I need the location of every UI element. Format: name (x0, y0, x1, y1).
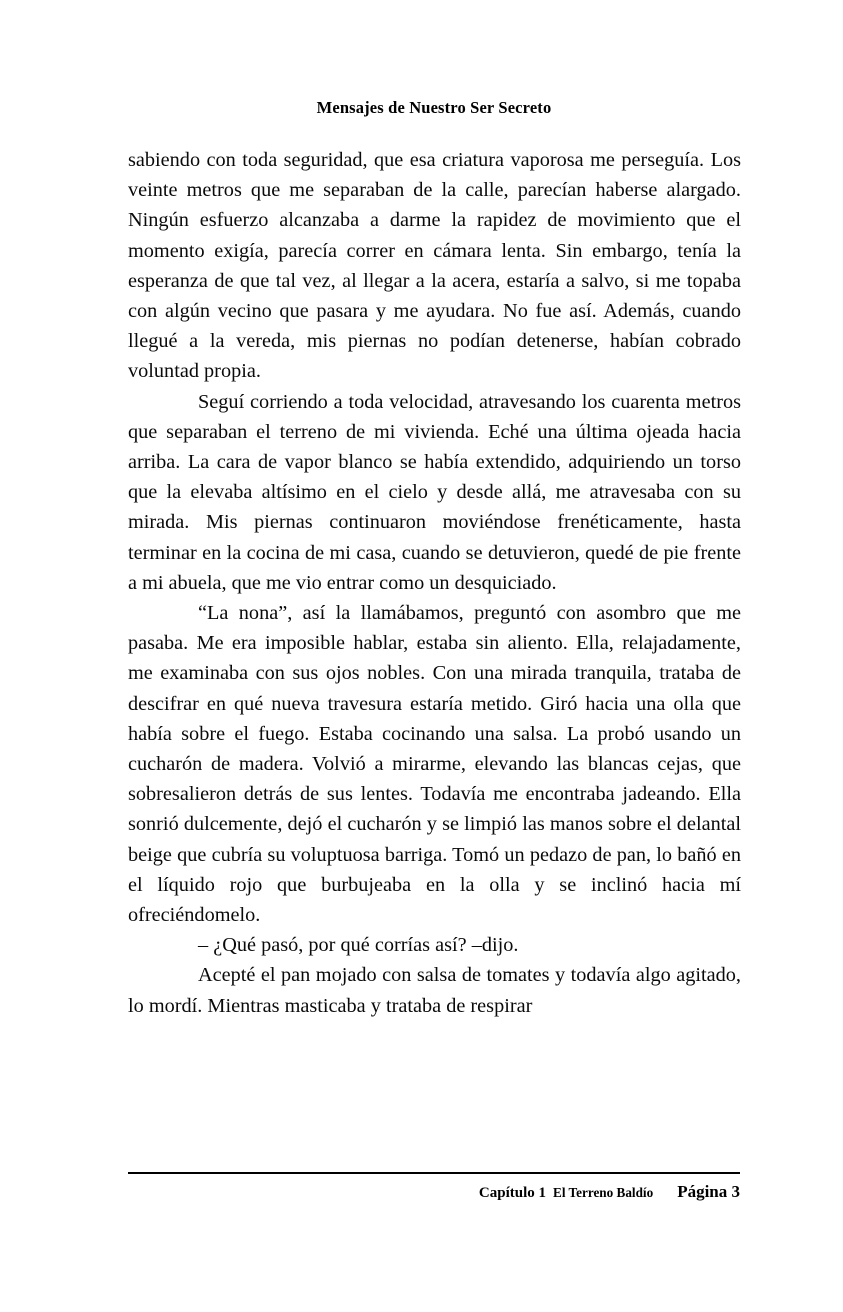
page-footer (128, 1183, 740, 1201)
body-paragraph: Acepté el pan mojado con salsa de tomates y todavía algo agitado, lo mordí. Mientras masticaba y trataba de respirar (128, 964, 741, 1017)
footer-chapter-title: El Terreno Baldío (553, 1185, 654, 1200)
body-paragraph: Seguí corriendo a toda velocidad, atravesando los cuarenta metros que separaban el terreno de mi vivienda. Eché una última ojeada hacia arriba. La cara de vapor blanco se había extendido, adquiriendo un torso que la elevaba altísimo en el cielo y desde allá, me atravesaba con su mirada. Mis piernas continuaron moviéndose frenéticamente, hasta terminar en la cocina de mi casa, cuando se detuvieron, quedé de pie frente a mi abuela, que me vio entrar como un desquiciado. (128, 390, 741, 594)
footer-page-number: Página 3 (677, 1182, 740, 1201)
body-paragraph: “La nona”, así la llamábamos, preguntó con asombro que me pasaba. Me era imposible hablar, estaba sin aliento. Ella, relajadamente, me examinaba con sus ojos nobles. Con una mirada tranquila, trataba de descifrar en qué nueva travesura estaría metido. Giró hacia una olla que había sobre el fuego. Estaba cocinando una salsa. La probó usando un cucharón de madera. Volvió a mirarme, elevando las blancas cejas, que sobresalieron detrás de sus lentes. Todavía me encontraba jadeando. Ella sonrió dulcemente, dejó el cucharón y se limpió las manos sobre el delantal beige que cubría su voluptuosa barriga. Tomó un pedazo de pan, lo bañó en el líquido rojo que burbujeaba en la olla y se inclinó hacia mí ofreciéndomelo. (128, 602, 741, 927)
footer-divider-rule (128, 1172, 740, 1174)
body-text-column (128, 145, 741, 1021)
footer-chapter-label: Capítulo 1 (478, 1185, 547, 1201)
body-paragraph: sabiendo con toda seguridad, que esa criatura vaporosa me perseguía. Los veinte metros que me separaban de la calle, parecían haberse alargado. Ningún esfuerzo alcanzaba a darme la rapidez de movimiento que el momento exigía, parecía correr en cámara lenta. Sin embargo, tenía la esperanza de que tal vez, al llegar a la acera, estaría a salvo, si me topaba con algún vecino que pasara y me ayudara. No fue así. Además, cuando llegué a la vereda, mis piernas no podían detenerse, habían cobrado voluntad propia. (128, 149, 741, 383)
running-header-book-title: Mensajes de Nuestro Ser Secreto (316, 98, 552, 117)
dialogue-paragraph: – ¿Qué pasó, por qué corrías así? –dijo. (198, 934, 519, 957)
